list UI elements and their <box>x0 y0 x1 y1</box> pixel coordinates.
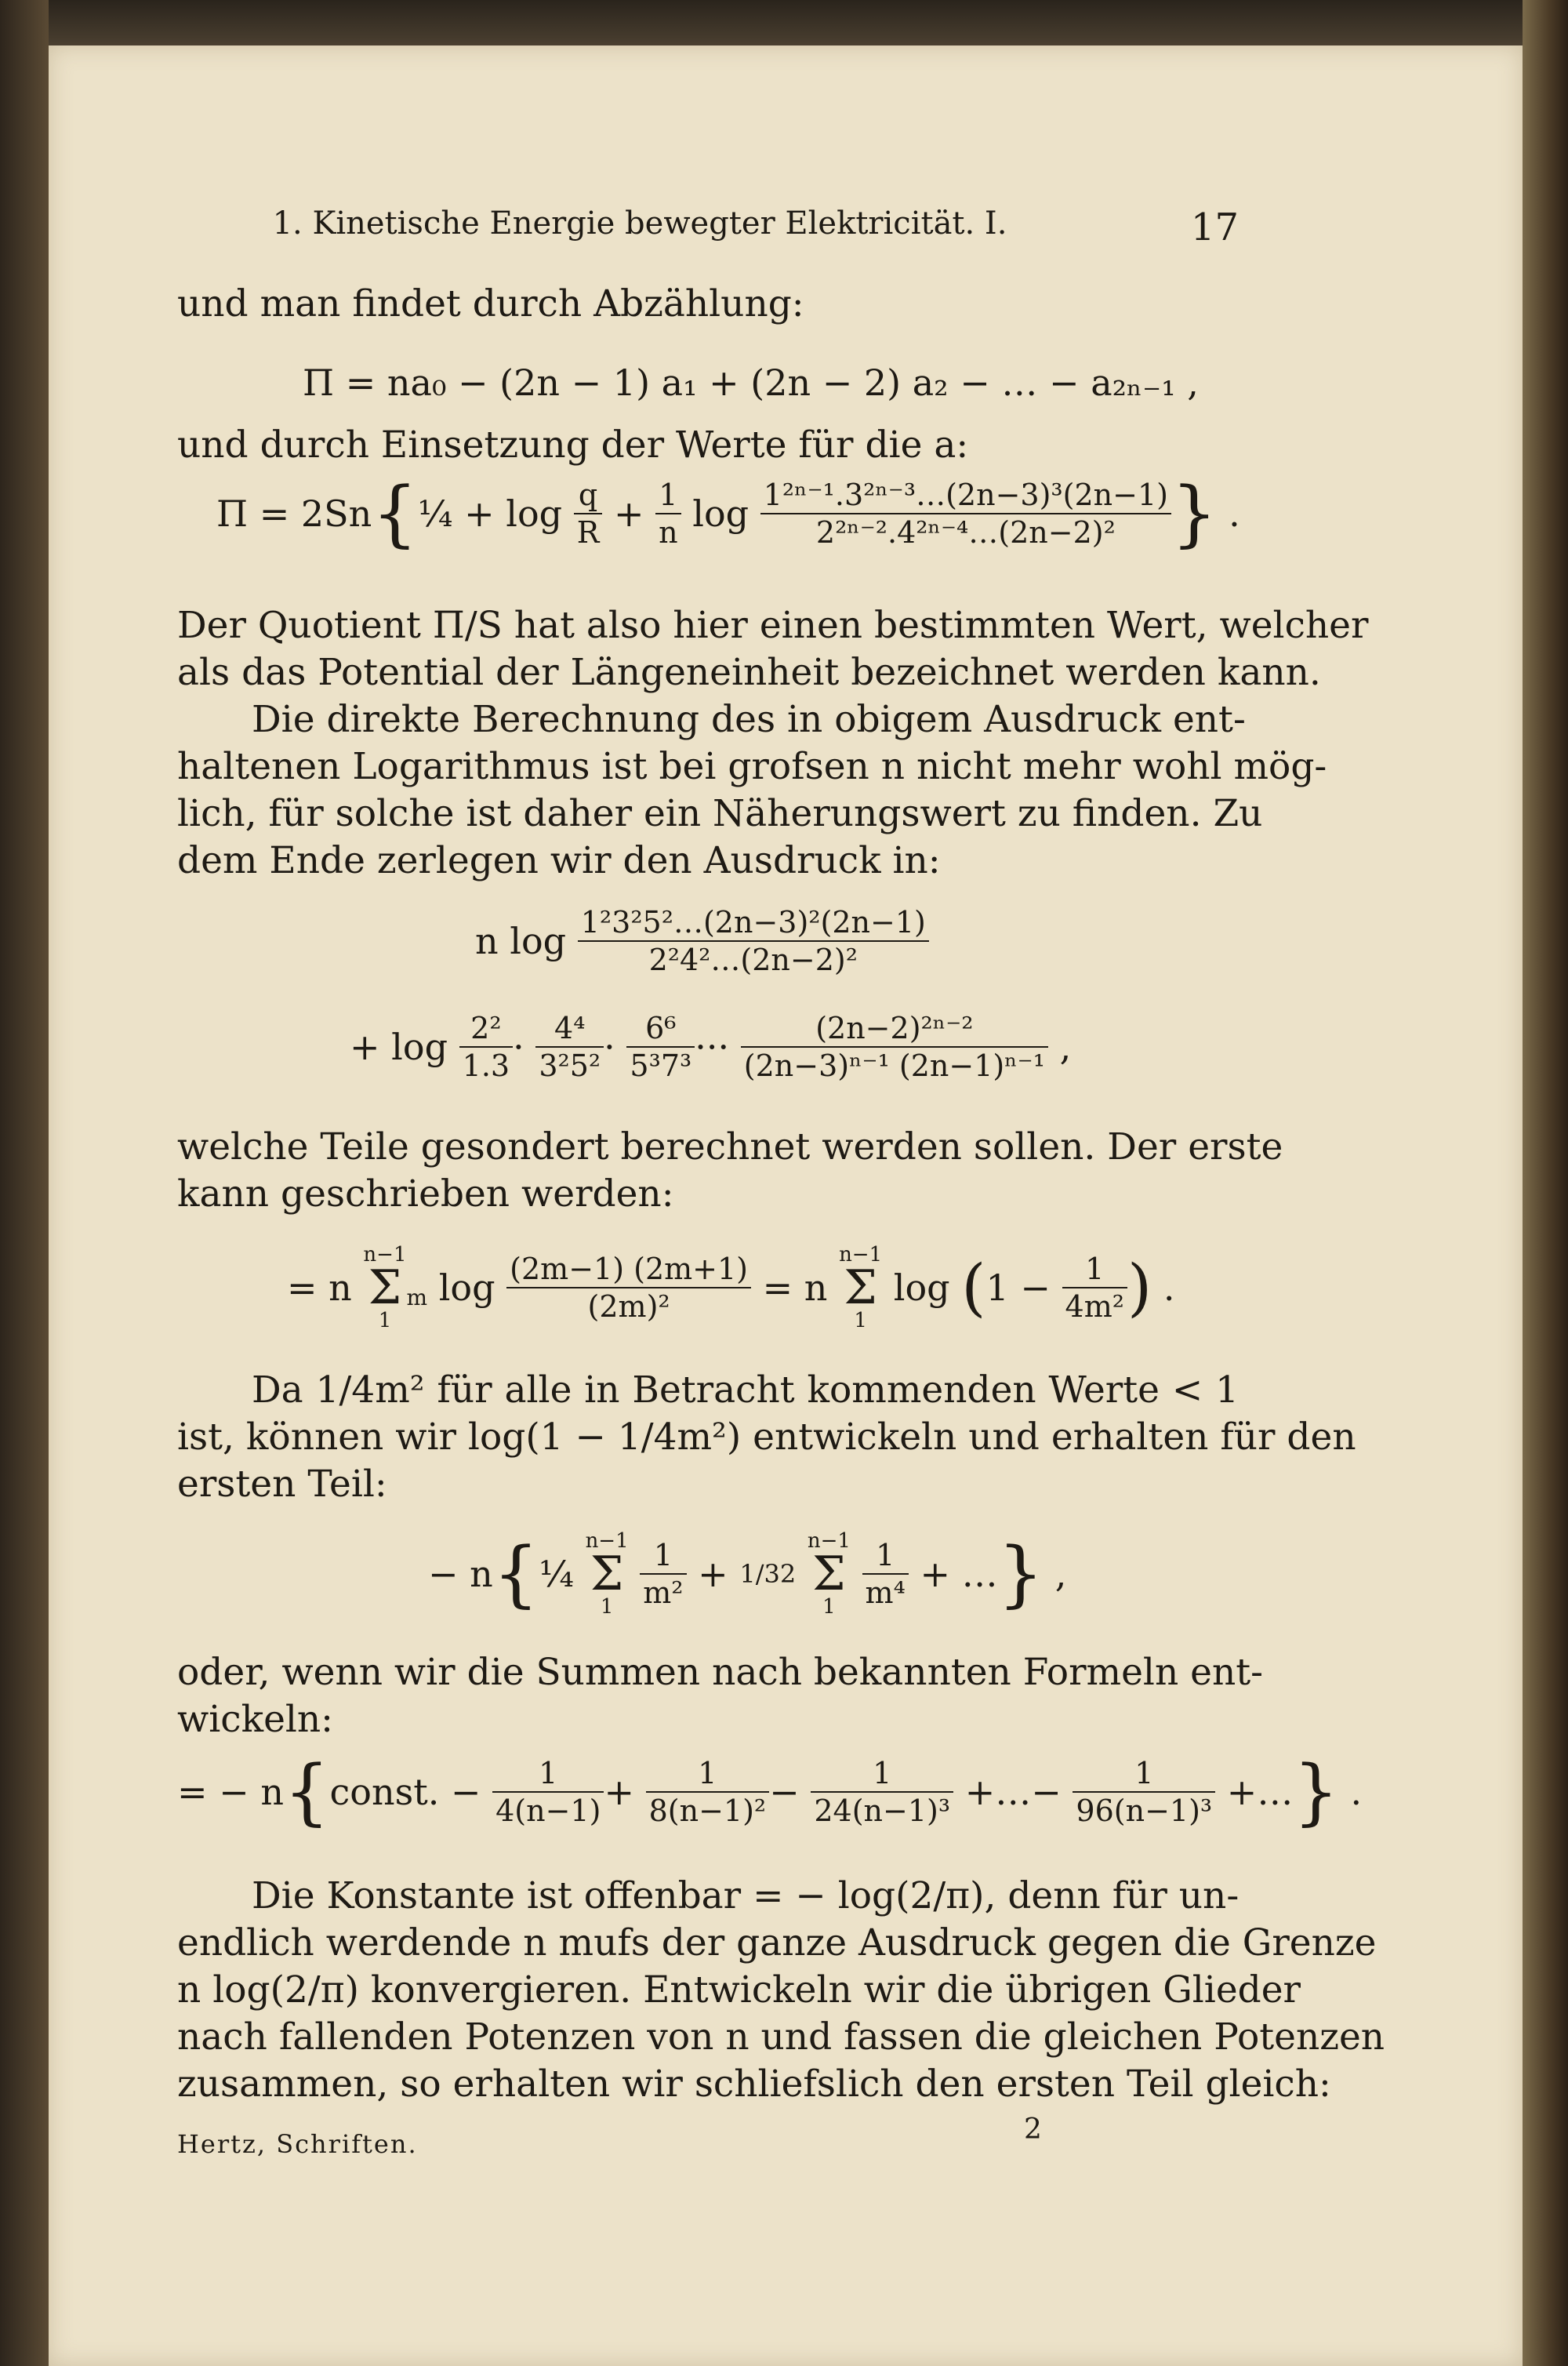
eq6-tail: + … <box>920 1553 998 1595</box>
eq3-prefix: n log <box>475 920 567 962</box>
paragraph-line: haltenen Logarithmus ist bei grofsen n nicht mehr wohl mög- <box>177 745 1327 788</box>
paragraph-line: endlich werdende n mufs der ganze Ausdruck gegen die Grenze <box>177 1921 1377 1964</box>
running-header <box>177 205 1239 253</box>
eq4-prefix: + log <box>350 1026 448 1068</box>
header-title: 1. Kinetische Energie bewegter Elektricität. I. <box>272 205 1007 242</box>
summation-subscript: m <box>406 1285 428 1310</box>
paragraph-line: Der Quotient Π/S hat also hier einen bestimmten Wert, welcher <box>177 604 1369 647</box>
equation-1: Π = na₀ − (2n − 1) a₁ + (2n − 2) a₂ − … − a₂ₙ₋₁ , <box>303 362 1199 404</box>
paragraph-line: Da 1/4m² für alle in Betracht kommenden Werte < 1 <box>252 1368 1239 1412</box>
fraction-q-over-R: $\frac{q}{R}$ <box>574 477 603 551</box>
paragraph-line: und durch Einsetzung der Werte für die a: <box>177 423 969 467</box>
fraction: $\frac{1}{4(n-1)}$ <box>492 1755 604 1829</box>
paragraph-line: lich, für solche ist daher ein Näherungswert zu finden. Zu <box>177 792 1263 835</box>
brace-left: { <box>492 1532 539 1615</box>
eq6-c2: 1/32 <box>739 1559 797 1589</box>
fraction: $\frac{1}{\text{8(n−1)²}}$ <box>646 1755 770 1829</box>
eq5-lhs: = n <box>287 1267 352 1309</box>
eq5-log: log <box>438 1267 495 1309</box>
eq2-quarter: ¼ + log <box>417 492 563 535</box>
page-footer <box>177 2113 1239 2168</box>
paragraph-line: welche Teile gesondert berechnet werden sollen. Der erste <box>177 1125 1283 1168</box>
brace-right: } <box>1171 471 1218 555</box>
summation: n−1 Σ 1 <box>839 1243 883 1332</box>
fraction-product: $\frac{\text{1²ⁿ⁻¹.3²ⁿ⁻³…(2n−3)³(2n−1)}}{\text{2²ⁿ⁻².4²ⁿ⁻⁴…(2n−2)²}}$ <box>760 477 1171 551</box>
equation-5 <box>287 1241 1348 1334</box>
fraction-odd-even: $\frac{\text{1²3²5²…(2n−3)²(2n−1)}}{\text{2²4²…(2n−2)²}}$ <box>578 904 929 978</box>
period: . <box>1350 1771 1363 1813</box>
paragraph-line: nach fallenden Potenzen von n und fassen die gleichen Potenzen <box>177 2015 1385 2059</box>
fraction: $\frac{\text{4⁴}}{\text{3²5²}}$ <box>535 1010 604 1084</box>
signature-mark: 2 <box>1024 2113 1042 2146</box>
fraction-1-over-n: $\frac{1}{n}$ <box>655 477 681 551</box>
paragraph-line: kann geschrieben werden: <box>177 1172 674 1216</box>
paragraph-line: und man findet durch Abzählung: <box>177 282 804 325</box>
eq2-lhs: Π = 2Sn <box>216 492 372 535</box>
scan-frame-left <box>0 0 49 2366</box>
brace-right: } <box>1293 1750 1339 1834</box>
paragraph-line: Die direkte Berechnung des in obigem Ausdruck ent- <box>252 698 1246 741</box>
summation: n−1 Σ 1 <box>807 1529 851 1619</box>
eq6-plus: + <box>698 1553 728 1595</box>
fraction: $\frac{1}{\text{4m²}}$ <box>1062 1251 1127 1325</box>
paragraph-line: ist, können wir log(1 − 1/4m²) entwickeln und erhalten für den <box>177 1416 1356 1459</box>
brace-left: { <box>283 1750 330 1834</box>
paragraph-line: n log(2/π) konvergieren. Entwickeln wir die übrigen Glieder <box>177 1968 1301 2012</box>
paren-right: ) <box>1127 1251 1152 1324</box>
fraction: $\frac{\text{6⁶}}{\text{5³7³}}$ <box>626 1010 695 1084</box>
eq2-log: log <box>692 492 750 535</box>
eq7-tail: +… <box>1226 1771 1294 1813</box>
footer-source: Hertz, Schriften. <box>177 2129 418 2159</box>
fraction: $\frac{1}{\text{24(n−1)³}}$ <box>811 1755 953 1829</box>
scan-frame-top <box>0 0 1568 45</box>
period: . <box>1229 492 1240 535</box>
page-number: 17 <box>1190 205 1239 249</box>
summation: n−1 Σ 1 <box>585 1529 629 1619</box>
paren-left: ( <box>961 1251 986 1324</box>
fraction: $\frac{\text{(2n−2)²ⁿ⁻²}}{\text{(2n−3)ⁿ⁻¹ (2n−1)ⁿ⁻¹}}$ <box>741 1010 1048 1084</box>
period: . <box>1163 1267 1175 1309</box>
paragraph-line: wickeln: <box>177 1698 334 1741</box>
eq5-log2: log <box>893 1267 950 1309</box>
eq6-quarter: ¼ <box>539 1553 574 1595</box>
eq7-dots: +…− <box>964 1771 1062 1813</box>
eq5-inner: 1 − <box>985 1267 1051 1309</box>
fraction: $\frac{1}{\text{m²}}$ <box>640 1537 686 1611</box>
brace-left: { <box>372 471 418 555</box>
eq5-mid: = n <box>762 1267 828 1309</box>
equation-4: + log $\frac{\text{2²}}{1.3}$ · $\frac{\text{4⁴}}{\text{3²5²}}$ · $\frac{\text{6⁶}}{\text{5³7³}}$ ··· $\frac{\text{(2n−2)²ⁿ⁻²}}{\text{(2n−3)ⁿ⁻¹ (2n−1)ⁿ⁻¹}}$ , <box>350 1011 1072 1083</box>
equation-3 <box>475 904 1537 978</box>
fraction: $\frac{(2m-1) (2m+1)}{\text{(2m)²}}$ <box>506 1251 751 1325</box>
paragraph-line: zusammen, so erhalten wir schliefslich den ersten Teil gleich: <box>177 2063 1331 2106</box>
equation-7: = − n{const. − $\frac{1}{4(n-1)}$ + $\frac{1}{\text{8(n−1)²}}$ − $\frac{1}{\text{24(n−1)³}}$ +…− $\frac{1}{\text{96(n−1)³}}$ +…} . <box>177 1750 1363 1834</box>
brace-right: } <box>997 1532 1044 1615</box>
fraction: $\frac{1}{\text{m⁴}}$ <box>862 1537 909 1611</box>
comma: , <box>1059 1026 1072 1068</box>
paragraph-line: oder, wenn wir die Summen nach bekannten Formeln ent- <box>177 1651 1264 1694</box>
eq6-lhs: − n <box>428 1553 493 1595</box>
paragraph-line: ersten Teil: <box>177 1463 387 1506</box>
paragraph-line: als das Potential der Längeneinheit bezeichnet werden kann. <box>177 651 1321 694</box>
eq2-plus: + <box>613 492 644 535</box>
paragraph-line: dem Ende zerlegen wir den Ausdruck in: <box>177 839 941 882</box>
eq7-lhs: = − n <box>177 1771 284 1813</box>
equation-6 <box>428 1528 1490 1620</box>
fraction: $\frac{1}{\text{96(n−1)³}}$ <box>1073 1755 1215 1829</box>
fraction: $\frac{\text{2²}}{1.3}$ <box>459 1010 513 1084</box>
eq7-const: const. − <box>329 1771 481 1813</box>
book-spine <box>1523 0 1568 2366</box>
equation-2 <box>216 471 1278 563</box>
paragraph-line: Die Konstante ist offenbar = − log(2/π), denn für un- <box>252 1874 1240 1917</box>
summation: n−1 Σ 1 <box>363 1243 407 1332</box>
comma: , <box>1054 1553 1067 1595</box>
